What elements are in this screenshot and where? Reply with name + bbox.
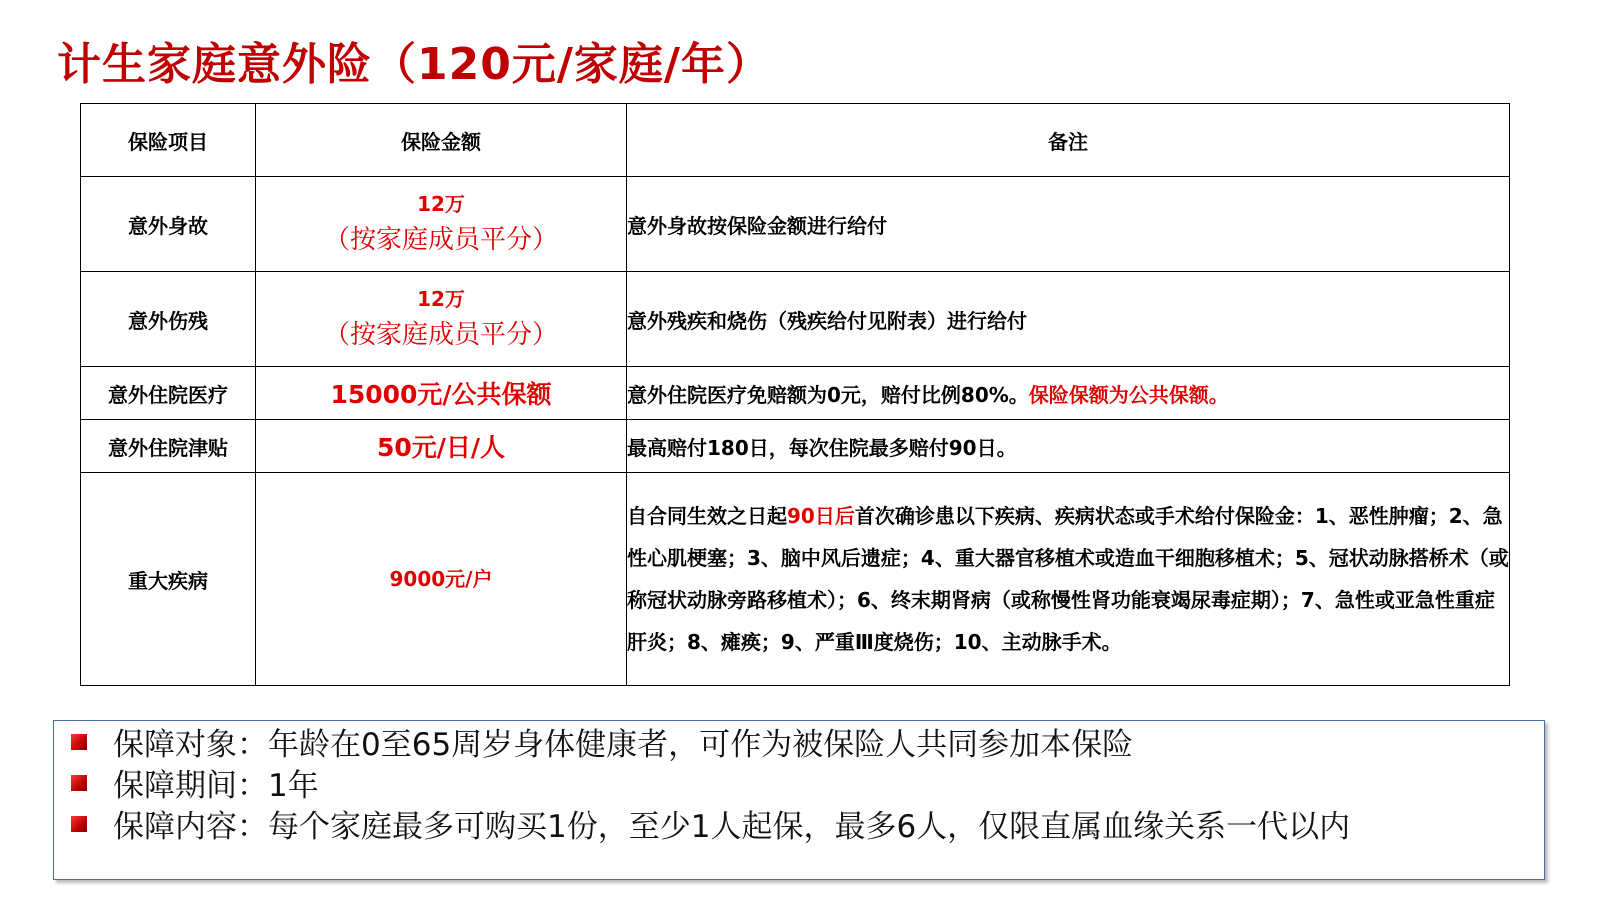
item-hospital-allowance: 意外住院津贴 (81, 420, 256, 473)
amount-cell (256, 177, 627, 272)
item-hospital-medical: 意外住院医疗 (81, 367, 256, 420)
amount-cell (256, 367, 627, 420)
table-row (81, 473, 1510, 686)
amount-sub: （按家庭成员平分） (323, 320, 558, 350)
note-text: 首次确诊患以下疾病、疾病状态或手术给付保险金：1、恶性肿瘤；2、急性心肌梗塞；3、脑中风后遗症；4、重大器官移植术或造血干细胞移植术；5、冠状动脉搭桥术（或称冠状动脉旁路移植术）；6、终末期肾病（或称慢性肾功能衰竭尿毒症期）；7、急性或亚急性重症肝炎；8、瘫痪；9、严重Ⅲ度烧伤；10、主动脉手术。 (627, 504, 1509, 654)
table-row (81, 367, 1510, 420)
amount-cell (256, 272, 627, 367)
note-text: 自合同生效之日起 (627, 504, 787, 528)
header-insurance-amount: 保险金额 (256, 104, 627, 177)
square-bullet-icon (71, 775, 87, 791)
amount-main: 9000元/户 (389, 567, 493, 591)
amount-cell (256, 473, 627, 686)
bullet-text: 保障对象：年龄在0至65周岁身体健康者，可作为被保险人共同参加本保险 (113, 727, 1134, 763)
coverage-summary-box (53, 720, 1545, 880)
list-item (71, 721, 1350, 762)
list-item (71, 803, 1350, 844)
note-cell: 意外身故按保险金额进行给付 (627, 177, 1510, 272)
amount-main: 12万 (417, 287, 465, 311)
header-remarks: 备注 (627, 104, 1510, 177)
amount-main: 12万 (417, 192, 465, 216)
bullet-text: 保障期间：1年 (113, 768, 319, 804)
note-cell (627, 473, 1510, 686)
note-text: 意外住院医疗免赔额为0元，赔付比例80%。 (627, 382, 1029, 407)
table-row (81, 420, 1510, 473)
item-accidental-disability: 意外伤残 (81, 272, 256, 367)
table-row (81, 177, 1510, 272)
note-cell: 最高赔付180日，每次住院最多赔付90日。 (627, 420, 1510, 473)
note-highlight: 90日后 (787, 504, 855, 528)
amount-sub: （按家庭成员平分） (323, 225, 558, 255)
coverage-bullet-list (71, 721, 1350, 844)
note-highlight: 保险保额为公共保额。 (1028, 382, 1229, 407)
item-accidental-death: 意外身故 (81, 177, 256, 272)
table-row (81, 272, 1510, 367)
list-item (71, 762, 1350, 803)
item-critical-illness: 重大疾病 (81, 473, 256, 686)
amount-cell (256, 420, 627, 473)
square-bullet-icon (71, 816, 87, 832)
bullet-text: 保障内容：每个家庭最多可购买1份，至少1人起保，最多6人，仅限直属血缘关系一代以内 (113, 809, 1351, 845)
header-insurance-item: 保险项目 (81, 104, 256, 177)
amount-main: 50元/日/人 (376, 433, 506, 462)
note-cell (627, 367, 1510, 420)
amount-main: 15000元/公共保额 (330, 380, 552, 409)
note-cell: 意外残疾和烧伤（残疾给付见附表）进行给付 (627, 272, 1510, 367)
page-title: 计生家庭意外险（120元/家庭/年） (57, 39, 771, 90)
table-header-row (81, 104, 1510, 177)
square-bullet-icon (71, 734, 87, 750)
insurance-table (80, 103, 1510, 686)
